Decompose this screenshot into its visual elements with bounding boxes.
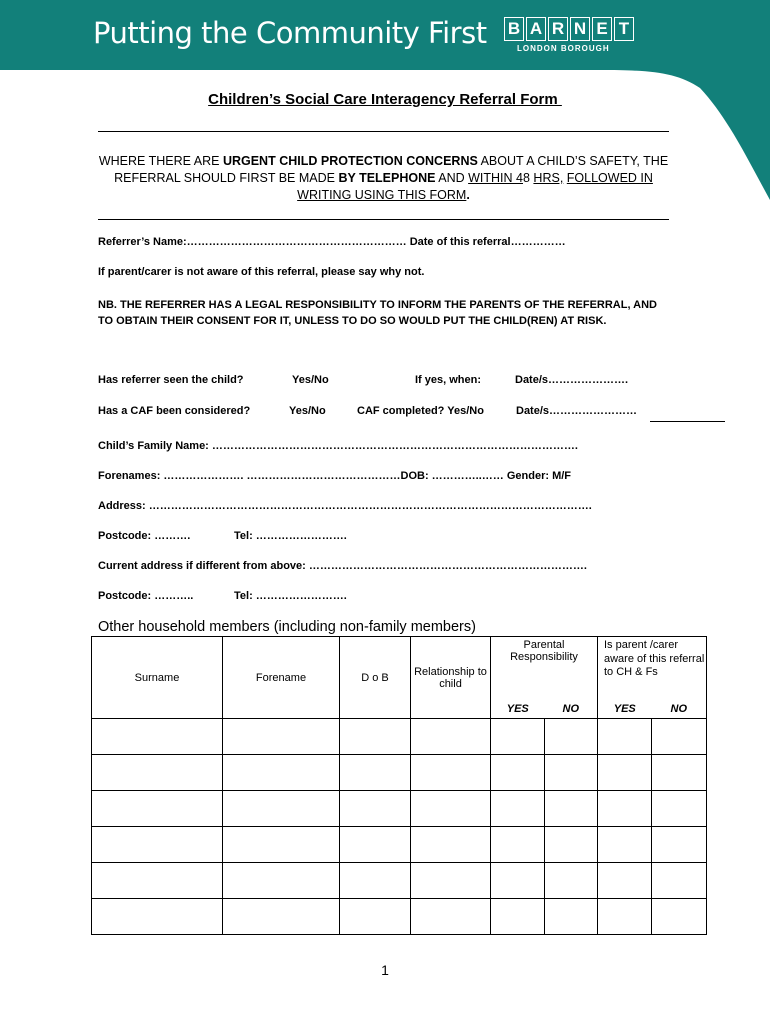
col-header-forename: Forename — [223, 637, 340, 719]
address-field[interactable]: Address: …………………………………………………………………………………………………………. — [98, 500, 592, 512]
col-header-parental-responsibility: Parental Responsibility — [491, 637, 598, 701]
pr-yes-cell[interactable] — [491, 755, 545, 791]
caf-dates[interactable]: Date/s…………………… — [516, 405, 638, 417]
tel-field[interactable]: Tel: ……………………. — [234, 530, 347, 542]
aware-yes-cell[interactable] — [598, 791, 652, 827]
pr-yes-cell[interactable] — [491, 899, 545, 935]
pr-no-header: NO — [545, 701, 598, 719]
logo-letter: B — [504, 17, 524, 41]
seen-child-dates[interactable]: Date/s…………………. — [515, 374, 629, 386]
table-row — [92, 791, 707, 827]
forename-cell[interactable] — [223, 791, 340, 827]
col-header-dob: D o B — [340, 637, 411, 719]
surname-cell[interactable] — [92, 755, 223, 791]
caf-underline — [650, 421, 725, 422]
aware-no-cell[interactable] — [652, 719, 707, 755]
aware-yes-cell[interactable] — [598, 755, 652, 791]
logo-letter: T — [614, 17, 634, 41]
logo-letter: N — [570, 17, 590, 41]
col-header-relationship: Relationship to child — [411, 637, 491, 719]
aware-yes-header: YES — [598, 701, 652, 719]
table-row — [92, 863, 707, 899]
aware-no-cell[interactable] — [652, 863, 707, 899]
pr-yes-cell[interactable] — [491, 719, 545, 755]
pr-no-cell[interactable] — [545, 899, 598, 935]
logo-letter: R — [548, 17, 568, 41]
divider-top — [98, 131, 669, 132]
aware-yes-cell[interactable] — [598, 827, 652, 863]
logo-letter: A — [526, 17, 546, 41]
caf-yesno[interactable]: Yes/No — [289, 405, 326, 417]
relationship-cell[interactable] — [411, 899, 491, 935]
pr-yes-cell[interactable] — [491, 863, 545, 899]
parent-aware-prompt: If parent/carer is not aware of this referral, please say why not. — [98, 266, 425, 278]
aware-yes-cell[interactable] — [598, 719, 652, 755]
dob-cell[interactable] — [340, 719, 411, 755]
relationship-cell[interactable] — [411, 791, 491, 827]
pr-yes-cell[interactable] — [491, 827, 545, 863]
forename-cell[interactable] — [223, 899, 340, 935]
household-heading: Other household members (including non-family members) — [98, 619, 476, 635]
dob-cell[interactable] — [340, 791, 411, 827]
relationship-cell[interactable] — [411, 827, 491, 863]
col-header-parent-aware: Is parent /carer aware of this referral to CH & Fs — [598, 637, 707, 701]
caf-question: Has a CAF been considered? — [98, 405, 251, 417]
logo-letters — [504, 17, 636, 41]
aware-yes-cell[interactable] — [598, 899, 652, 935]
dob-cell[interactable] — [340, 827, 411, 863]
page-number: 1 — [381, 962, 389, 978]
surname-cell[interactable] — [92, 719, 223, 755]
pr-no-cell[interactable] — [545, 827, 598, 863]
aware-no-cell[interactable] — [652, 791, 707, 827]
pr-yes-header: YES — [491, 701, 545, 719]
table-row — [92, 899, 707, 935]
relationship-cell[interactable] — [411, 755, 491, 791]
seen-child-question: Has referrer seen the child? — [98, 374, 244, 386]
referrer-name-field[interactable]: Referrer’s Name:…………………………………………………… Date of this referral…………… — [98, 236, 566, 248]
aware-no-cell[interactable] — [652, 899, 707, 935]
family-name-field[interactable]: Child’s Family Name: ………………………………………………………………………………………. — [98, 440, 578, 452]
pr-no-cell[interactable] — [545, 863, 598, 899]
forename-cell[interactable] — [223, 755, 340, 791]
aware-no-cell[interactable] — [652, 755, 707, 791]
aware-no-cell[interactable] — [652, 827, 707, 863]
seen-child-when: If yes, when: — [415, 374, 482, 386]
caf-completed[interactable]: CAF completed? Yes/No — [357, 405, 484, 417]
urgent-notice: WHERE THERE ARE URGENT CHILD PROTECTION CONCERNS ABOUT A CHILD’S SAFETY, THE REFERRAL SHOULD FIRST BE MADE BY TELEPHONE AND WITHIN 48 HRS, FOLLOWED IN WRITING USING THIS FORM. — [98, 154, 669, 202]
forename-cell[interactable] — [223, 827, 340, 863]
pr-no-cell[interactable] — [545, 719, 598, 755]
logo-subtitle: LONDON BOROUGH — [517, 44, 610, 53]
form-title: Children’s Social Care Interagency Referral Form — [208, 91, 562, 108]
seen-child-yesno[interactable]: Yes/No — [292, 374, 329, 386]
dob-cell[interactable] — [340, 863, 411, 899]
aware-no-header: NO — [652, 701, 707, 719]
dob-cell[interactable] — [340, 899, 411, 935]
pr-no-cell[interactable] — [545, 755, 598, 791]
banner-slogan: Putting the Community First — [93, 16, 487, 50]
forename-cell[interactable] — [223, 863, 340, 899]
barnet-logo — [504, 17, 636, 53]
pr-no-cell[interactable] — [545, 791, 598, 827]
surname-cell[interactable] — [92, 827, 223, 863]
forenames-dob-gender-field[interactable]: Forenames: …………………. ……………………………………DOB: …………..…… Gender: M/F — [98, 470, 572, 482]
divider-bottom — [98, 219, 669, 220]
current-address-field[interactable]: Current address if different from above: …………………………………………………………………. — [98, 560, 587, 572]
surname-cell[interactable] — [92, 899, 223, 935]
surname-cell[interactable] — [92, 863, 223, 899]
current-tel-field[interactable]: Tel: ……………………. — [234, 590, 347, 602]
current-postcode-field[interactable]: Postcode: ……….. — [98, 590, 194, 602]
col-header-surname: Surname — [92, 637, 223, 719]
legal-responsibility-note: NB. THE REFERRER HAS A LEGAL RESPONSIBILITY TO INFORM THE PARENTS OF THE REFERRAL, AND TO OBTAIN THEIR CONSENT FOR IT, UNLESS TO DO SO WOULD PUT THE CHILD(REN) AT RISK. — [98, 299, 657, 327]
relationship-cell[interactable] — [411, 863, 491, 899]
pr-yes-cell[interactable] — [491, 791, 545, 827]
household-table — [91, 636, 707, 935]
table-row — [92, 827, 707, 863]
forename-cell[interactable] — [223, 719, 340, 755]
aware-yes-cell[interactable] — [598, 863, 652, 899]
postcode-field[interactable]: Postcode: ………. — [98, 530, 191, 542]
table-row — [92, 719, 707, 755]
dob-cell[interactable] — [340, 755, 411, 791]
surname-cell[interactable] — [92, 791, 223, 827]
relationship-cell[interactable] — [411, 719, 491, 755]
logo-letter: E — [592, 17, 612, 41]
table-row — [92, 755, 707, 791]
